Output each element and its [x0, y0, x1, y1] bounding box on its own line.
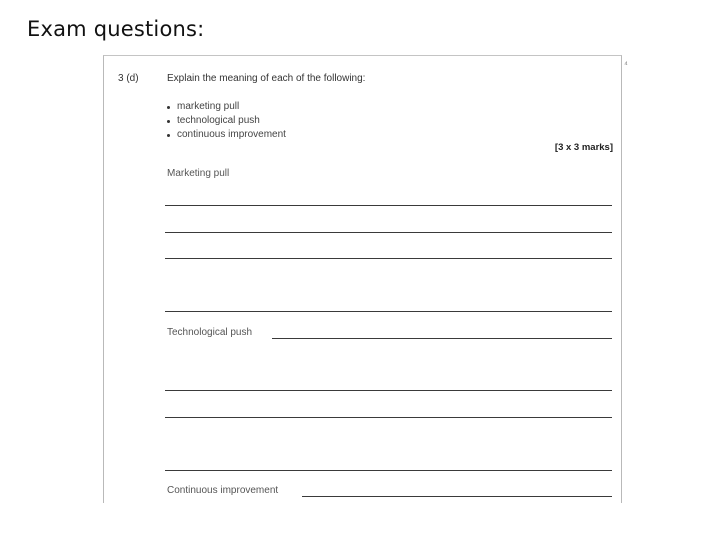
answer-line: [165, 470, 612, 471]
section-label-technological-push: Technological push: [167, 327, 253, 338]
answer-line: [165, 258, 612, 259]
answer-line: [165, 311, 612, 312]
slide-title: Exam questions:: [27, 17, 205, 41]
bullet-icon: [167, 120, 170, 123]
bullet-text: continuous improvement: [177, 129, 286, 140]
section-label-marketing-pull: Marketing pull: [167, 168, 230, 179]
bullet-text: technological push: [177, 115, 260, 126]
section-label-continuous-improvement: Continuous improvement: [167, 485, 279, 496]
question-bullet-list: [167, 100, 286, 142]
bullet-text: marketing pull: [177, 101, 240, 112]
margin-mark: ⁴: [624, 59, 628, 69]
answer-line: [165, 232, 612, 233]
answer-line: [165, 390, 612, 391]
list-item: [167, 100, 286, 114]
answer-line: [302, 496, 612, 497]
bullet-icon: [167, 134, 170, 137]
marks-allocation: [3 x 3 marks]: [554, 142, 613, 153]
answer-line: [165, 205, 612, 206]
question-prompt: Explain the meaning of each of the following:: [167, 73, 366, 84]
bullet-icon: [167, 106, 170, 109]
answer-line: [165, 417, 612, 418]
question-number: 3 (d): [118, 73, 139, 84]
list-item: [167, 128, 286, 142]
answer-line: [272, 338, 612, 339]
exam-page-scan: [103, 55, 622, 503]
list-item: [167, 114, 286, 128]
